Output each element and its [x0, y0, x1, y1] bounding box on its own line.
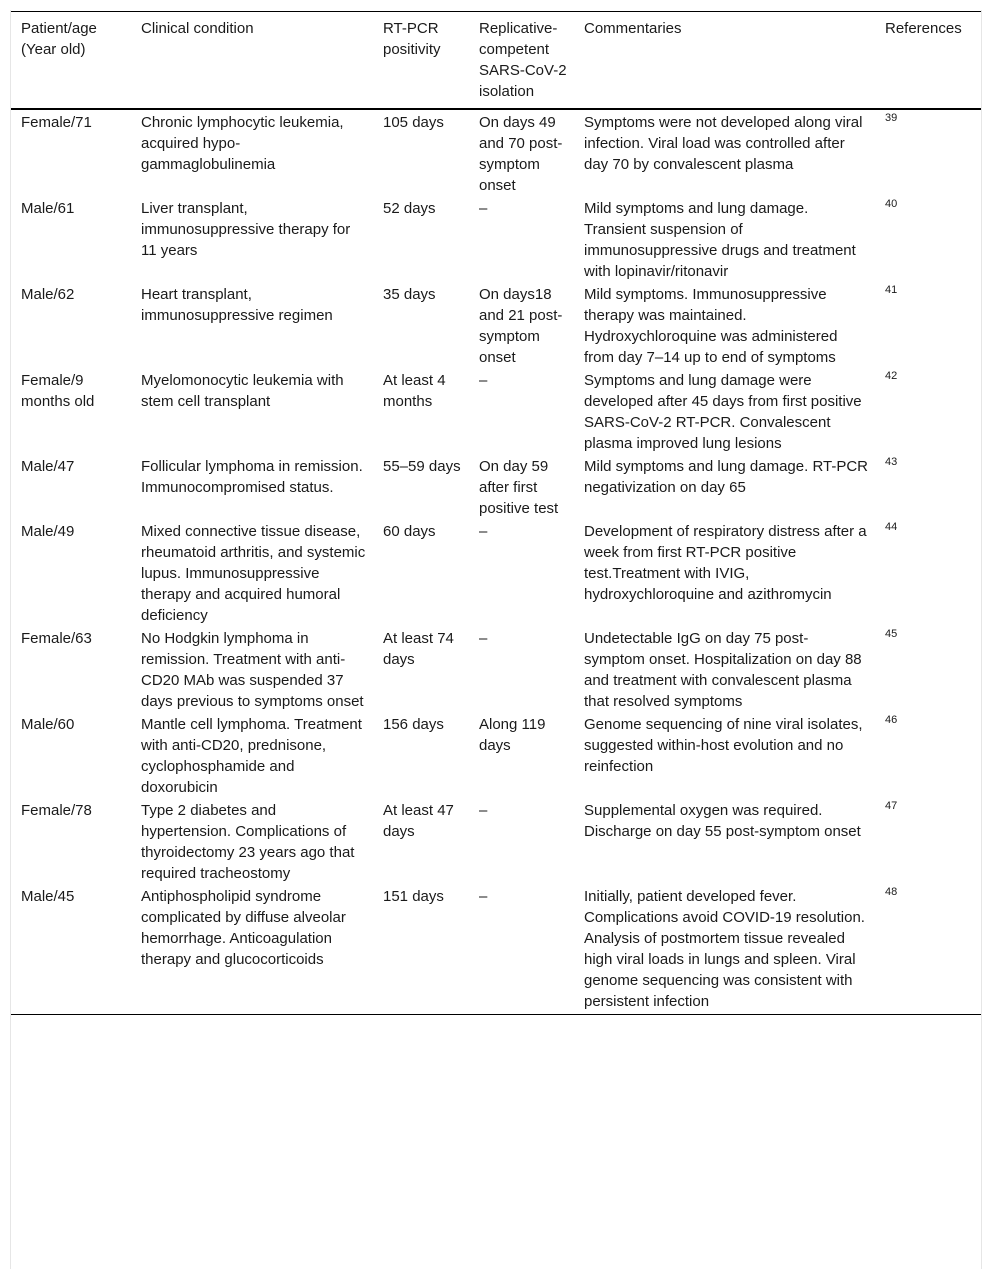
- cell-patient: Male/47: [21, 458, 75, 475]
- table-row: [11, 283, 981, 369]
- cell-rt-pcr: 105 days: [383, 114, 444, 131]
- cell-rt-pcr: At least 4 months: [383, 372, 446, 410]
- cell-condition: Chronic lymphocytic leukemia, acquired hypo-gammaglobulinemia: [141, 114, 344, 173]
- table-row: [11, 627, 981, 713]
- header-rt-pcr-positivity: RT-PCR positivity: [383, 20, 441, 58]
- cell-patient: Male/60: [21, 716, 75, 733]
- cell-reference: [875, 109, 981, 197]
- table-row: [11, 799, 981, 885]
- table-row: [11, 520, 981, 627]
- case-reports-table: [11, 11, 981, 1015]
- cell-commentaries: Symptoms were not developed along viral infection. Viral load was controlled after day 70 by convalescent plasma: [584, 114, 863, 173]
- cell-patient: Male/49: [21, 523, 75, 540]
- table-row: [11, 885, 981, 1015]
- cell-isolation: –: [479, 630, 488, 647]
- reference-number: 40: [885, 198, 898, 210]
- cell-rt-pcr: 151 days: [383, 888, 444, 905]
- cell-rt-pcr: 52 days: [383, 200, 436, 217]
- cell-isolation: On days 49 and 70 post-symptom onset: [479, 114, 563, 194]
- cell-commentaries: Development of respiratory distress after a week from first RT-PCR positive test.Treatment with IVIG, hydroxychloroquine and azithromycin: [584, 523, 867, 603]
- cell-isolation: Along 119 days: [479, 716, 546, 754]
- cell-reference: [875, 799, 981, 885]
- cell-condition: No Hodgkin lymphoma in remission. Treatment with anti-CD20 MAb was suspended 37 days previous to symptoms onset: [141, 630, 364, 710]
- cell-reference: [875, 369, 981, 455]
- cell-condition: Myelomonocytic leukemia with stem cell transplant: [141, 372, 344, 410]
- cell-commentaries: Initially, patient developed fever. Complications avoid COVID-19 resolution. Analysis of postmortem tissue revealed high viral loads in lungs and spleen. Viral genome sequencing was consistent with persistent infection: [584, 888, 865, 1010]
- cell-isolation: –: [479, 523, 488, 540]
- cell-patient: Male/61: [21, 200, 75, 217]
- cell-commentaries: Symptoms and lung damage were developed after 45 days from first positive SARS-CoV-2 RT-PCR. Convalescent plasma improved lung lesions: [584, 372, 862, 452]
- cell-commentaries: Mild symptoms and lung damage. Transient suspension of immunosuppressive drugs and treatment with lopinavir/ritonavir: [584, 200, 856, 280]
- cell-isolation: –: [479, 200, 488, 217]
- cell-patient: Female/78: [21, 802, 92, 819]
- reference-number: 46: [885, 714, 898, 726]
- cell-isolation: –: [479, 372, 488, 389]
- cell-patient: Male/45: [21, 888, 75, 905]
- header-references: References: [885, 20, 962, 37]
- table-row: [11, 713, 981, 799]
- cell-condition: Type 2 diabetes and hypertension. Complications of thyroidectomy 23 years ago that required tracheostomy: [141, 802, 355, 882]
- table-row: [11, 455, 981, 520]
- cell-commentaries: Mild symptoms and lung damage. RT-PCR negativization on day 65: [584, 458, 869, 496]
- cell-rt-pcr: 55–59 days: [383, 458, 461, 475]
- cell-condition: Heart transplant, immunosuppressive regimen: [141, 286, 333, 324]
- header-commentaries: Commentaries: [584, 20, 682, 37]
- cell-reference: [875, 713, 981, 799]
- cell-commentaries: Undetectable IgG on day 75 post-symptom onset. Hospitalization on day 88 and treatment with convalescent plasma that resolved symptoms: [584, 630, 862, 710]
- cell-rt-pcr: At least 47 days: [383, 802, 454, 840]
- cell-rt-pcr: 35 days: [383, 286, 436, 303]
- table-body: [11, 109, 981, 1015]
- cell-patient: Female/63: [21, 630, 92, 647]
- cell-reference: [875, 197, 981, 283]
- cell-isolation: –: [479, 888, 488, 905]
- cell-rt-pcr: 156 days: [383, 716, 444, 733]
- cell-isolation: On days18 and 21 post-symptom onset: [479, 286, 563, 366]
- cell-condition: Antiphospholipid syndrome complicated by diffuse alveolar hemorrhage. Anticoagulation therapy and glucocorticoids: [141, 888, 346, 968]
- reference-number: 48: [885, 886, 898, 898]
- cell-isolation: On day 59 after first positive test: [479, 458, 559, 517]
- reference-number: 39: [885, 112, 898, 124]
- cell-condition: Mixed connective tissue disease, rheumatoid arthritis, and systemic lupus. Immunosuppressive therapy and acquired humoral deficiency: [141, 523, 366, 624]
- cell-condition: Liver transplant, immunosuppressive therapy for 11 years: [141, 200, 351, 259]
- reference-number: 41: [885, 284, 898, 296]
- table-row: [11, 369, 981, 455]
- cell-rt-pcr: At least 74 days: [383, 630, 454, 668]
- cell-isolation: –: [479, 802, 488, 819]
- cell-reference: [875, 455, 981, 520]
- table-row: [11, 197, 981, 283]
- header-virus-isolation: Replicative-competent SARS-CoV-2 isolation: [479, 20, 567, 100]
- reference-number: 45: [885, 628, 898, 640]
- reference-number: 42: [885, 370, 898, 382]
- cell-patient: Female/9 months old: [21, 372, 95, 410]
- cell-commentaries: Genome sequencing of nine viral isolates, suggested within-host evolution and no reinfection: [584, 716, 863, 775]
- cell-reference: [875, 885, 981, 1015]
- cell-reference: [875, 520, 981, 627]
- header-clinical-condition: Clinical condition: [141, 20, 254, 37]
- header-patient-age: Patient/age (Year old): [21, 20, 97, 58]
- header-row: [11, 12, 981, 110]
- cell-reference: [875, 627, 981, 713]
- cell-patient: Female/71: [21, 114, 92, 131]
- cell-commentaries: Mild symptoms. Immunosuppressive therapy was maintained. Hydroxychloroquine was administered from day 7–14 up to end of symptoms: [584, 286, 838, 366]
- table-row: [11, 109, 981, 197]
- reference-number: 44: [885, 521, 898, 533]
- cell-patient: Male/62: [21, 286, 75, 303]
- cell-reference: [875, 283, 981, 369]
- cell-condition: Follicular lymphoma in remission. Immunocompromised status.: [141, 458, 363, 496]
- table-header: [11, 12, 981, 110]
- reference-number: 47: [885, 800, 898, 812]
- reference-number: 43: [885, 456, 898, 468]
- cell-rt-pcr: 60 days: [383, 523, 436, 540]
- cell-condition: Mantle cell lymphoma. Treatment with anti-CD20, prednisone, cyclophosphamide and doxorubicin: [141, 716, 362, 796]
- cell-commentaries: Supplemental oxygen was required. Discharge on day 55 post-symptom onset: [584, 802, 861, 840]
